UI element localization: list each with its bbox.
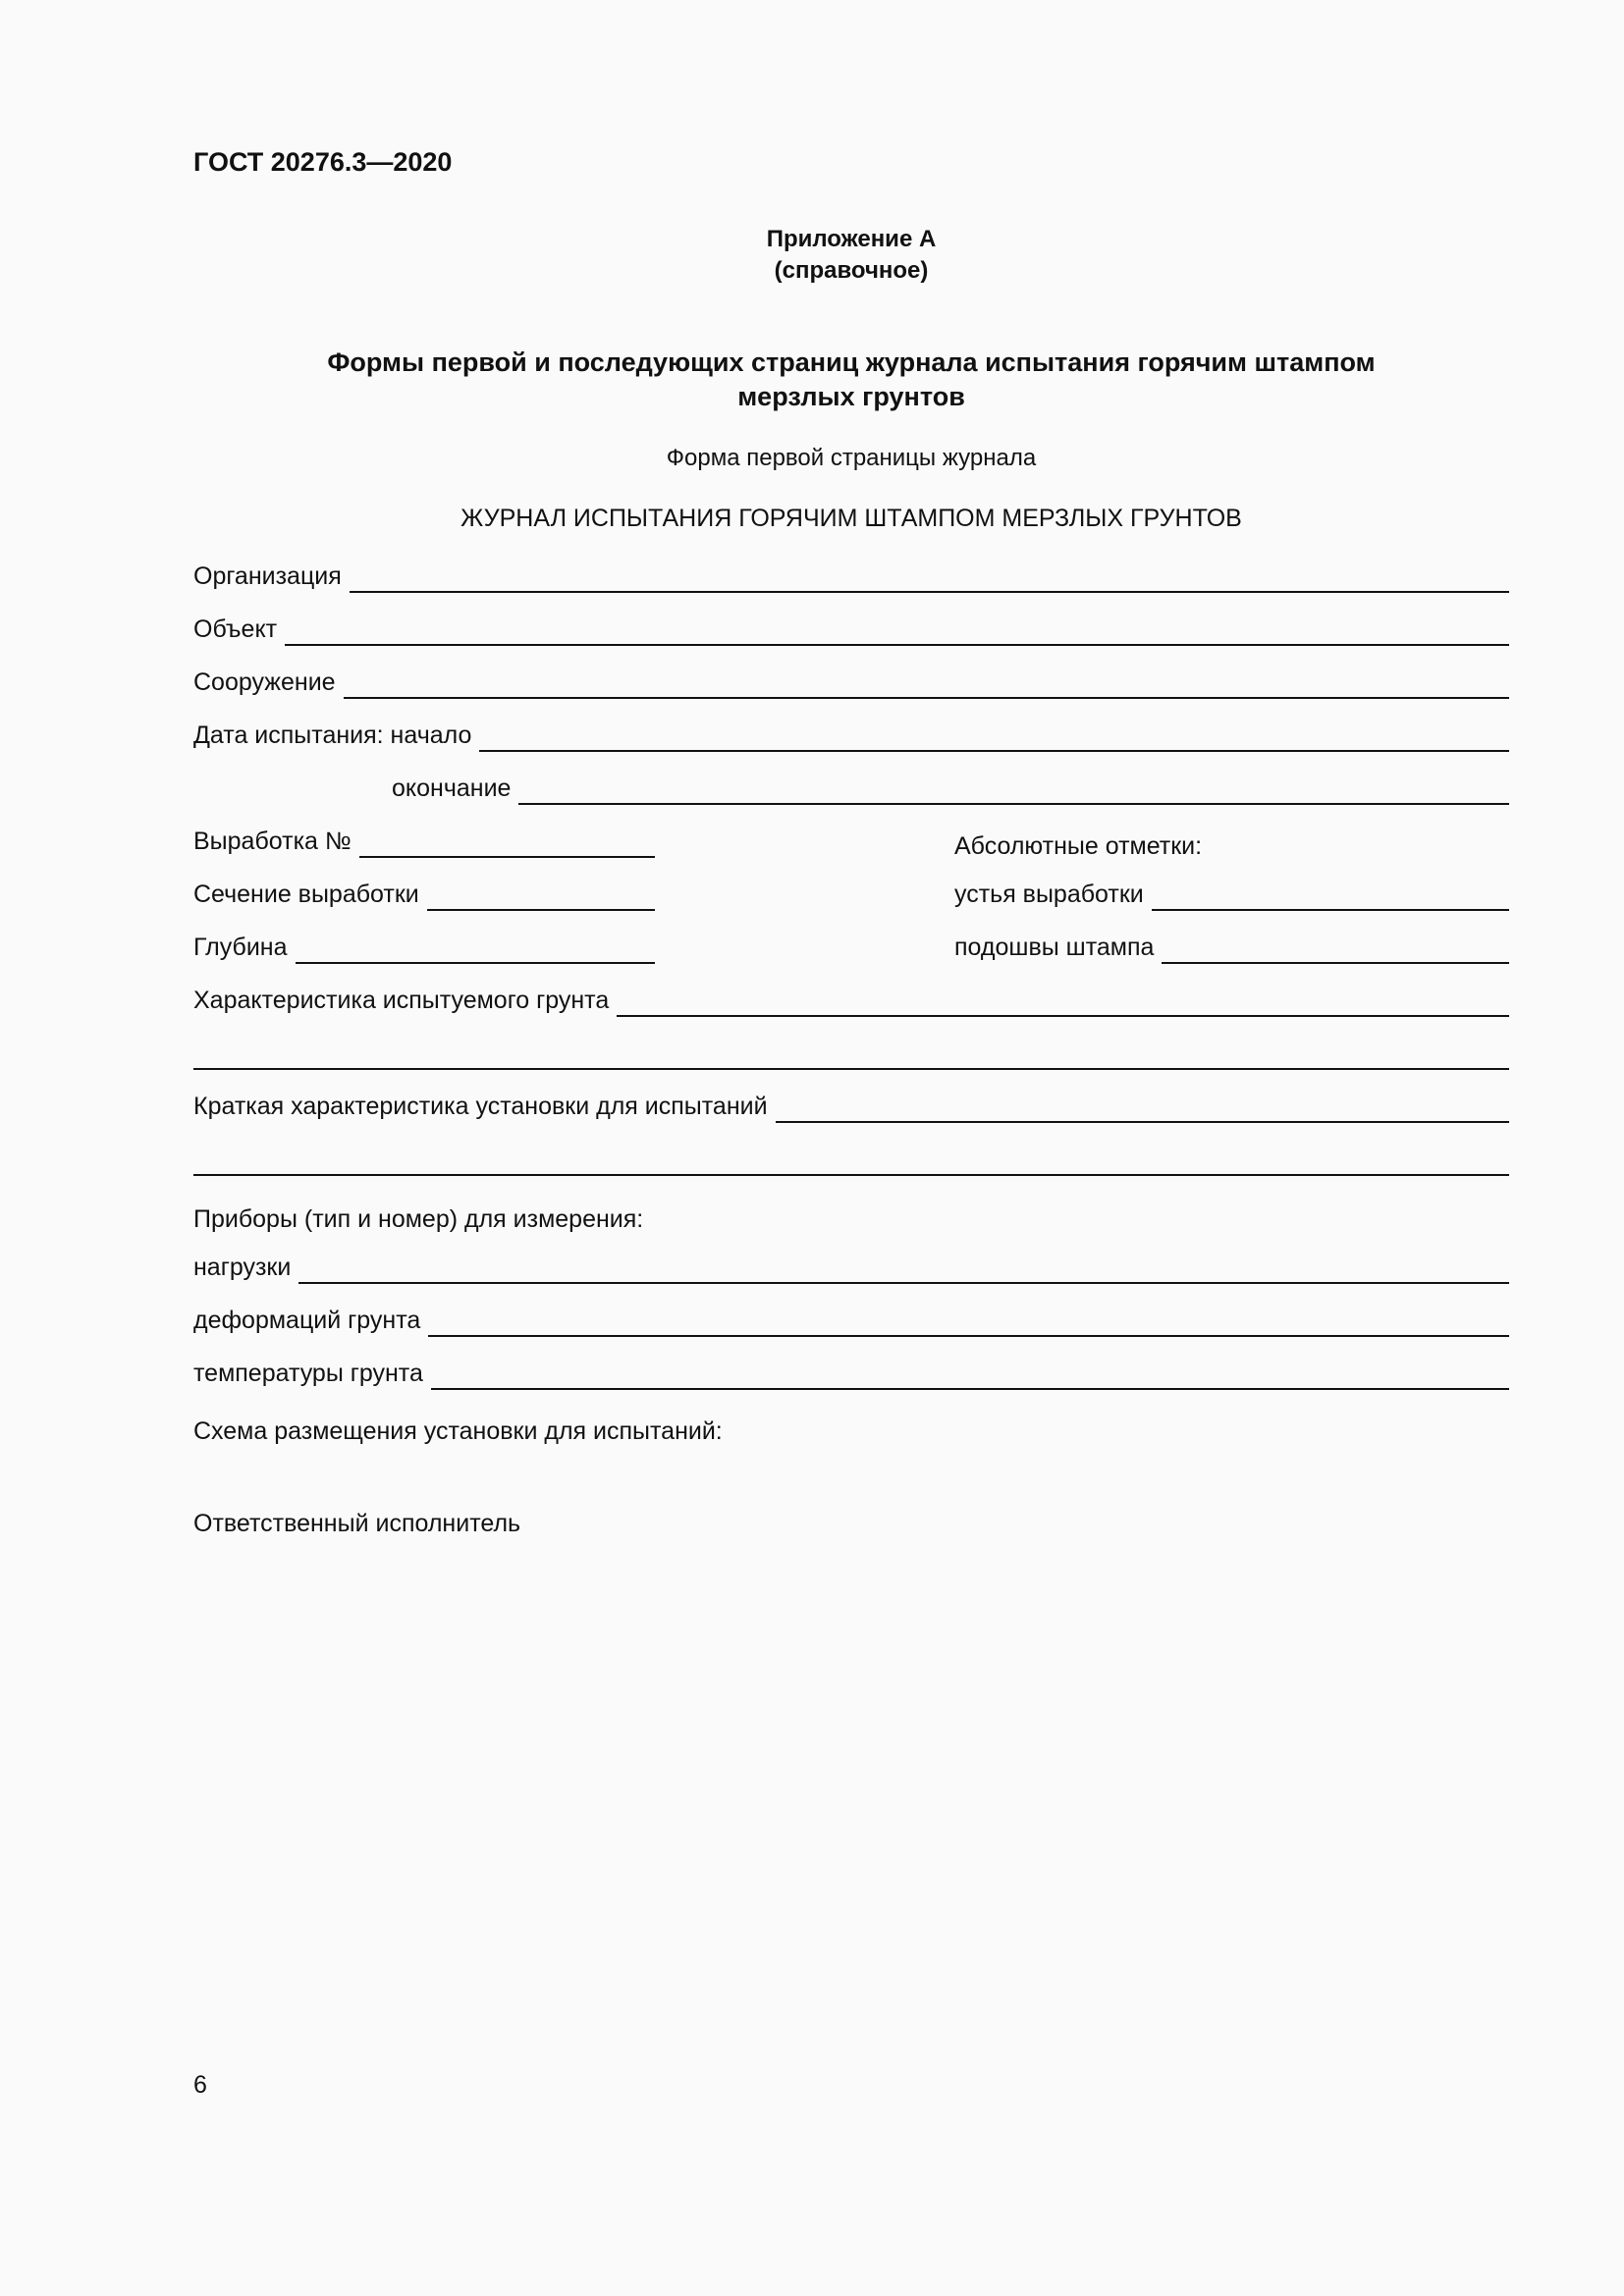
test-date-end-row bbox=[392, 772, 1509, 805]
section-title-line1: Формы первой и последующих страниц журнала испытания горячим штампом bbox=[327, 347, 1376, 377]
excavation-no-fill-line[interactable] bbox=[359, 827, 655, 858]
test-date-start-fill-line[interactable] bbox=[479, 721, 1509, 752]
depth-row bbox=[193, 931, 655, 964]
organization-label: Организация bbox=[193, 562, 342, 590]
excavation-section-fill-line[interactable] bbox=[427, 880, 655, 911]
stamp-base-label: подошвы штампа bbox=[954, 934, 1155, 961]
test-date-start-label: Дата испытания: начало bbox=[193, 721, 472, 749]
soil-characteristics-row bbox=[193, 984, 1509, 1017]
object-fill-line[interactable] bbox=[285, 614, 1509, 646]
stamp-base-fill-line[interactable] bbox=[1162, 933, 1509, 964]
soil-characteristics-extra-line[interactable] bbox=[193, 1068, 1509, 1070]
organization-row bbox=[193, 560, 1509, 593]
setup-brief-label: Краткая характеристика установки для испытаний bbox=[193, 1093, 768, 1120]
structure-label: Сооружение bbox=[193, 668, 336, 696]
test-date-start-row bbox=[193, 719, 1509, 752]
document-code: ГОСТ 20276.3—2020 bbox=[193, 147, 453, 177]
load-row bbox=[193, 1251, 1509, 1284]
structure-row bbox=[193, 666, 1509, 699]
appendix-title: Приложение А bbox=[766, 226, 937, 252]
load-label: нагрузки bbox=[193, 1254, 292, 1281]
responsible-label: Ответственный исполнитель bbox=[193, 1510, 521, 1537]
setup-brief-fill-line[interactable] bbox=[776, 1092, 1509, 1123]
appendix-type: (справочное) bbox=[774, 257, 929, 284]
test-date-end-fill-line[interactable] bbox=[518, 774, 1509, 805]
soil-deformation-row bbox=[193, 1304, 1509, 1337]
page-number: 6 bbox=[193, 2071, 207, 2099]
excavation-no-label: Выработка № bbox=[193, 828, 352, 855]
excavation-mouth-fill-line[interactable] bbox=[1152, 880, 1509, 911]
setup-scheme-label: Схема размещения установки для испытаний: bbox=[193, 1417, 723, 1445]
object-row bbox=[193, 613, 1509, 646]
setup-brief-row bbox=[193, 1090, 1509, 1123]
test-date-end-label: окончание bbox=[392, 774, 512, 802]
excavation-section-label: Сечение выработки bbox=[193, 881, 419, 908]
structure-fill-line[interactable] bbox=[344, 667, 1509, 699]
soil-characteristics-label: Характеристика испытуемого грунта bbox=[193, 987, 610, 1014]
journal-title: ЖУРНАЛ ИСПЫТАНИЯ ГОРЯЧИМ ШТАМПОМ МЕРЗЛЫХ ГРУНТОВ bbox=[460, 505, 1242, 532]
excavation-mouth-label: устья выработки bbox=[954, 881, 1144, 908]
instruments-label: Приборы (тип и номер) для измерения: bbox=[193, 1205, 644, 1233]
form-name: Форма первой страницы журнала bbox=[666, 445, 1037, 471]
object-label: Объект bbox=[193, 615, 278, 643]
soil-deformation-fill-line[interactable] bbox=[428, 1306, 1509, 1337]
load-fill-line[interactable] bbox=[298, 1253, 1509, 1284]
stamp-base-row bbox=[954, 931, 1509, 964]
soil-characteristics-fill-line[interactable] bbox=[617, 986, 1509, 1017]
depth-label: Глубина bbox=[193, 934, 288, 961]
organization-fill-line[interactable] bbox=[350, 561, 1509, 593]
setup-brief-extra-line[interactable] bbox=[193, 1174, 1509, 1176]
depth-fill-line[interactable] bbox=[296, 933, 656, 964]
excavation-section-row bbox=[193, 878, 655, 911]
soil-temperature-label: температуры грунта bbox=[193, 1360, 423, 1387]
excavation-no-row bbox=[193, 825, 655, 858]
absolute-marks-label: Абсолютные отметки: bbox=[954, 832, 1203, 860]
soil-deformation-label: деформаций грунта bbox=[193, 1307, 421, 1334]
excavation-mouth-row bbox=[954, 878, 1509, 911]
soil-temperature-fill-line[interactable] bbox=[431, 1359, 1509, 1390]
soil-temperature-row bbox=[193, 1357, 1509, 1390]
section-title-line2: мерзлых грунтов bbox=[737, 382, 965, 411]
